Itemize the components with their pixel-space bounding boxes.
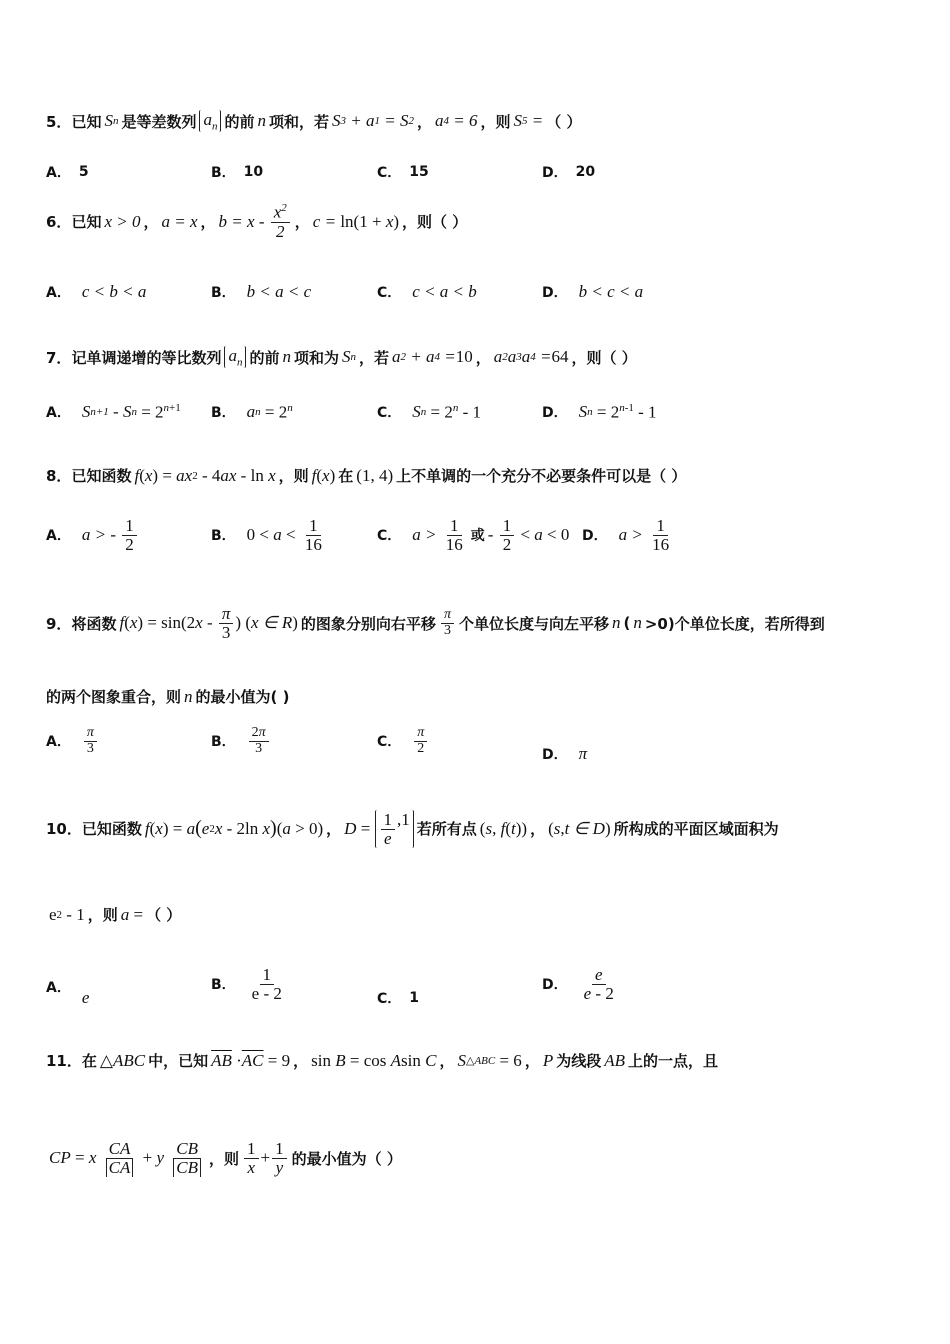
option-c: C． 15	[377, 164, 429, 181]
question-number: 10．	[46, 820, 82, 839]
question-number: 11．	[46, 1052, 82, 1070]
formula: n	[257, 111, 266, 131]
formula: S n+1 - S n = $2^{n+1}$	[81, 402, 181, 422]
question-number: 6．	[46, 213, 72, 232]
formula: $a_n$	[199, 110, 221, 132]
formula: f ( x ) = a ( e 2 x - 2ln x ) ( a > 0)	[144, 817, 324, 840]
option-d: D． π	[542, 744, 588, 763]
formula: $\frac{1}{x}$ + $\frac{1}{y}$	[242, 1140, 289, 1177]
formula: a =	[120, 904, 144, 924]
formula: f ( x ) = sin(2 x - $\frac{\pi}{3}$ ) ( x ∈ R )	[119, 604, 298, 642]
formula: CP = x $\frac{CA}{CA}$ + y $\frac{CB}{CB}$	[49, 1140, 206, 1177]
option-d: D． 20	[542, 164, 596, 181]
formula: $\frac{2\pi}{3}$	[247, 726, 271, 756]
formula: a > $\frac{1}{16}$	[618, 516, 670, 554]
option-b: B． 10	[211, 164, 264, 181]
formula: D = $\frac{1}{e}$ ,1	[344, 810, 414, 848]
formula: $\frac{\pi}{2}$	[412, 726, 429, 756]
formula: x > 0	[104, 211, 141, 231]
formula: S n	[104, 111, 119, 131]
formula: π	[578, 744, 588, 763]
formula: a 2 + a 4 = 10	[392, 347, 473, 367]
formula: n	[184, 686, 193, 706]
formula: $\frac{\pi}{3}$	[82, 726, 99, 756]
formula: ( s , f ( t ))	[479, 818, 528, 838]
formula: (1, 4)	[356, 465, 394, 485]
question-11: 11． 在 △ ABC 中，已知 $\overline{AB}$ · $\overline{AC}$ = 9 ， sin B = cos A sin C ， S △ABC = 6 ， P 为线段 AB 上的一点，且	[46, 1050, 719, 1070]
option-b: B． a n = $2^n$	[211, 402, 293, 422]
formula: b = x - $\frac{x^2}{2}$	[219, 203, 292, 240]
formula: S n = $2^n - 1$	[412, 402, 482, 422]
option-c: C． S n = $2^n - 1$	[377, 402, 482, 422]
formula: sin B = cos A sin C	[311, 1050, 437, 1070]
formula: f ( x )	[311, 465, 336, 485]
formula: c = ln(1 + x )	[312, 211, 400, 231]
option-d: D． $\frac{e}{e - 2}$	[542, 966, 622, 1003]
formula: e 2 - 1	[49, 904, 85, 924]
formula: a > - $\frac{1}{2}$	[82, 517, 139, 554]
formula: $\overline{AB}$ · $\overline{AC}$ = 9	[211, 1050, 291, 1070]
question-9: 9． 将函数 f ( x ) = sin(2 x - $\frac{\pi}{3}$ ) ( x ∈ R ) 的图象分别向右平移 $\frac{\pi}{3}$ 个单位长度与向左平移 n ( n >0)个单位长度，若所得到	[46, 604, 825, 642]
question-6: 6． 已知 x > 0 ， a = x ， b = x - $\frac{x^2}{2}$ ， c = ln(1 + x ) ，则（ ）	[46, 202, 468, 241]
option-a: A． S n+1 - S n = $2^{n+1}$	[46, 402, 181, 422]
formula: S n = $2^{n-1} - 1$	[578, 402, 657, 422]
formula: 0 < a < $\frac{1}{16}$	[246, 516, 322, 554]
formula: S n	[341, 347, 356, 367]
option-c: C． $\frac{\pi}{2}$	[377, 726, 432, 756]
formula: a n = $2^n$	[246, 402, 293, 422]
question-number: 8．	[46, 467, 72, 485]
formula: n	[633, 613, 642, 633]
question-number: 9．	[46, 614, 72, 633]
formula: e	[81, 988, 90, 1007]
option-d: D． b < c < a	[542, 282, 644, 301]
question-7: 7． 记单调递增的等比数列 $a_n$ 的前 n 项和为 S n ，若 a 2 + a 4 = 10 ， a 2 a 3 a 4 = 64 ，则（ ）	[46, 346, 637, 369]
formula: △ ABC	[99, 1050, 146, 1070]
option-a: A． 5	[46, 164, 89, 181]
formula: S △ABC = 6	[457, 1050, 522, 1070]
formula: a > $\frac{1}{16}$	[412, 516, 463, 554]
formula: P	[542, 1050, 554, 1070]
option-b: B． $\frac{2\pi}{3}$	[211, 726, 274, 756]
option-a: A． a > - $\frac{1}{2}$	[46, 517, 142, 554]
question-10: 10． 已知函数 f ( x ) = a ( e 2 x - 2ln x ) ( a > 0) ， D = $\frac{1}{e}$ ,1 若所有点 ( s , f ( t )) ， ( s , t ∈ D ) 所构成的平面区域面积为	[46, 810, 779, 848]
formula: $a_n$	[224, 346, 246, 368]
option-a: A． c < b < a	[46, 282, 147, 301]
question-number: 7．	[46, 348, 72, 367]
option-d: D． a > $\frac{1}{16}$	[582, 517, 677, 554]
question-10-line-2: e 2 - 1 ，则 a = （ ）	[49, 904, 182, 924]
formula: n	[282, 347, 291, 367]
question-number: 5．	[46, 112, 72, 131]
formula: ( s , t ∈ D )	[548, 818, 611, 838]
option-a: A． $\frac{\pi}{3}$	[46, 726, 102, 756]
option-b: B． 0 < a < $\frac{1}{16}$	[211, 517, 330, 554]
option-c: C． a > $\frac{1}{16}$ 或 - $\frac{1}{2}$ < a < 0	[377, 516, 570, 554]
formula: f ( x ) = ax 2 - 4 ax - ln x	[134, 465, 276, 485]
formula: - $\frac{1}{2}$ < a < 0	[487, 516, 570, 554]
question-9-line-2: 的两个图象重合，则 n 的最小值为( )	[46, 686, 290, 706]
formula: a 4 = 6	[434, 111, 478, 131]
option-c: C． 1	[377, 990, 420, 1007]
option-b: B． $\frac{1}{e - 2}$	[211, 966, 290, 1003]
option-d: D． S n = $2^{n-1} - 1$	[542, 402, 657, 422]
question-5: 5． 已知 S n 是等差数列 $a_n$ 的前 n 项和，若 S 3 + a 1 = S 2 ， a 4 = 6 ，则 S 5 = （ ）	[46, 110, 582, 133]
formula: a 2 a 3 a 4 = 64	[493, 347, 569, 367]
formula: $\frac{\pi}{3}$	[439, 608, 456, 638]
question-11-line-2: CP = x $\frac{CA}{CA}$ + y $\frac{CB}{CB}$ ，则 $\frac{1}{x}$ + $\frac{1}{y}$ 的最小值为（ ）	[49, 1139, 402, 1177]
formula: S 5 =	[513, 111, 544, 131]
option-a: A． e	[46, 980, 90, 1007]
formula: AB	[604, 1050, 626, 1070]
option-b: B． b < a < c	[211, 282, 312, 301]
option-c: C． c < a < b	[377, 282, 477, 301]
formula: $\frac{e}{e - 2}$	[583, 965, 614, 1003]
question-8: 8． 已知函数 f ( x ) = ax 2 - 4 ax - ln x ，则 f ( x ) 在 (1, 4) 上不单调的一个充分不必要条件可以是（ ）	[46, 465, 687, 485]
formula: $\frac{1}{e - 2}$	[251, 965, 282, 1003]
formula: S 3 + a 1 = S 2	[332, 111, 414, 131]
formula: n	[611, 613, 621, 633]
formula: a = x	[161, 211, 198, 231]
